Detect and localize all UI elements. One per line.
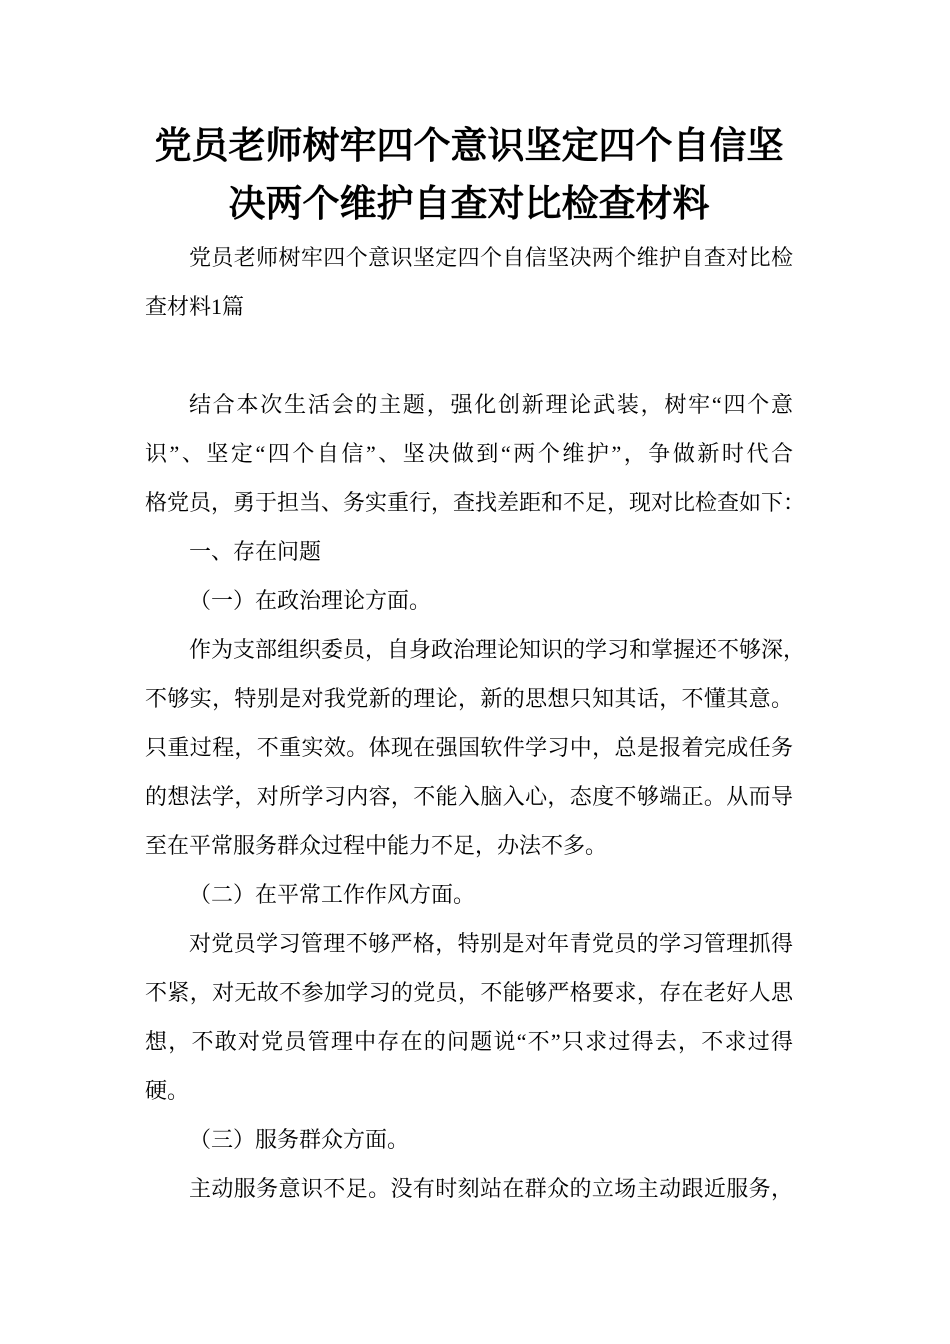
heading-problems <box>145 527 793 576</box>
document-subtitle <box>145 233 793 331</box>
subtitle-line: 查材料1篇 <box>145 294 245 319</box>
title-line: 决两个维护自查对比检查材料 <box>228 183 710 224</box>
heading-line: （三）服务群众方面。 <box>189 1127 410 1152</box>
paragraph-line: 结合本次生活会的主题，强化创新理论武装，树牢“四个意 <box>189 392 793 417</box>
paragraph-line: 只重过程，不重实效。体现在强国软件学习中，总是报着完成任务 <box>145 735 793 760</box>
blank-line <box>145 331 793 380</box>
paragraph-line: 硬。 <box>145 1078 190 1103</box>
paragraph-line: 作为支部组织委员，自身政治理论知识的学习和掌握还不够深， <box>189 637 806 662</box>
heading-line: （一）在政治理论方面。 <box>189 588 432 613</box>
heading-work-style <box>145 870 793 919</box>
paragraph-serving-masses <box>145 1164 793 1213</box>
paragraph-line: 识”、坚定“四个自信”、坚决做到“两个维护”，争做新时代合 <box>145 441 793 466</box>
paragraph-line: 想，不敢对党员管理中存在的问题说“不”只求过得去，不求过得 <box>145 1029 793 1054</box>
paragraph-intro <box>145 380 806 527</box>
heading-line: 一、存在问题 <box>189 539 322 564</box>
paragraph-line: 不够实，特别是对我党新的理论，新的思想只知其话，不懂其意。 <box>145 686 793 711</box>
heading-serving-masses <box>145 1115 793 1164</box>
document-title <box>145 117 793 233</box>
paragraph-line: 格党员，勇于担当、务实重行，查找差距和不足，现对比检查如下： <box>145 490 806 515</box>
title-line: 党员老师树牢四个意识坚定四个自信坚 <box>154 125 784 166</box>
paragraph-line: 不紧，对无故不参加学习的党员，不能够严格要求，存在老好人思 <box>145 980 793 1005</box>
paragraph-line: 至在平常服务群众过程中能力不足，办法不多。 <box>145 833 608 858</box>
heading-line: （二）在平常工作作风方面。 <box>189 882 476 907</box>
heading-political-theory <box>145 576 793 625</box>
paragraph-work-style <box>145 919 793 1115</box>
paragraph-line: 主动服务意识不足。没有时刻站在群众的立场主动跟近服务， <box>189 1176 793 1201</box>
paragraph-line: 对党员学习管理不够严格，特别是对年青党员的学习管理抓得 <box>189 931 793 956</box>
subtitle-line: 党员老师树牢四个意识坚定四个自信坚决两个维护自查对比检 <box>189 245 793 270</box>
paragraph-line: 的想法学，对所学习内容，不能入脑入心，态度不够端正。从而导 <box>145 784 793 809</box>
paragraph-political-theory <box>145 625 806 870</box>
